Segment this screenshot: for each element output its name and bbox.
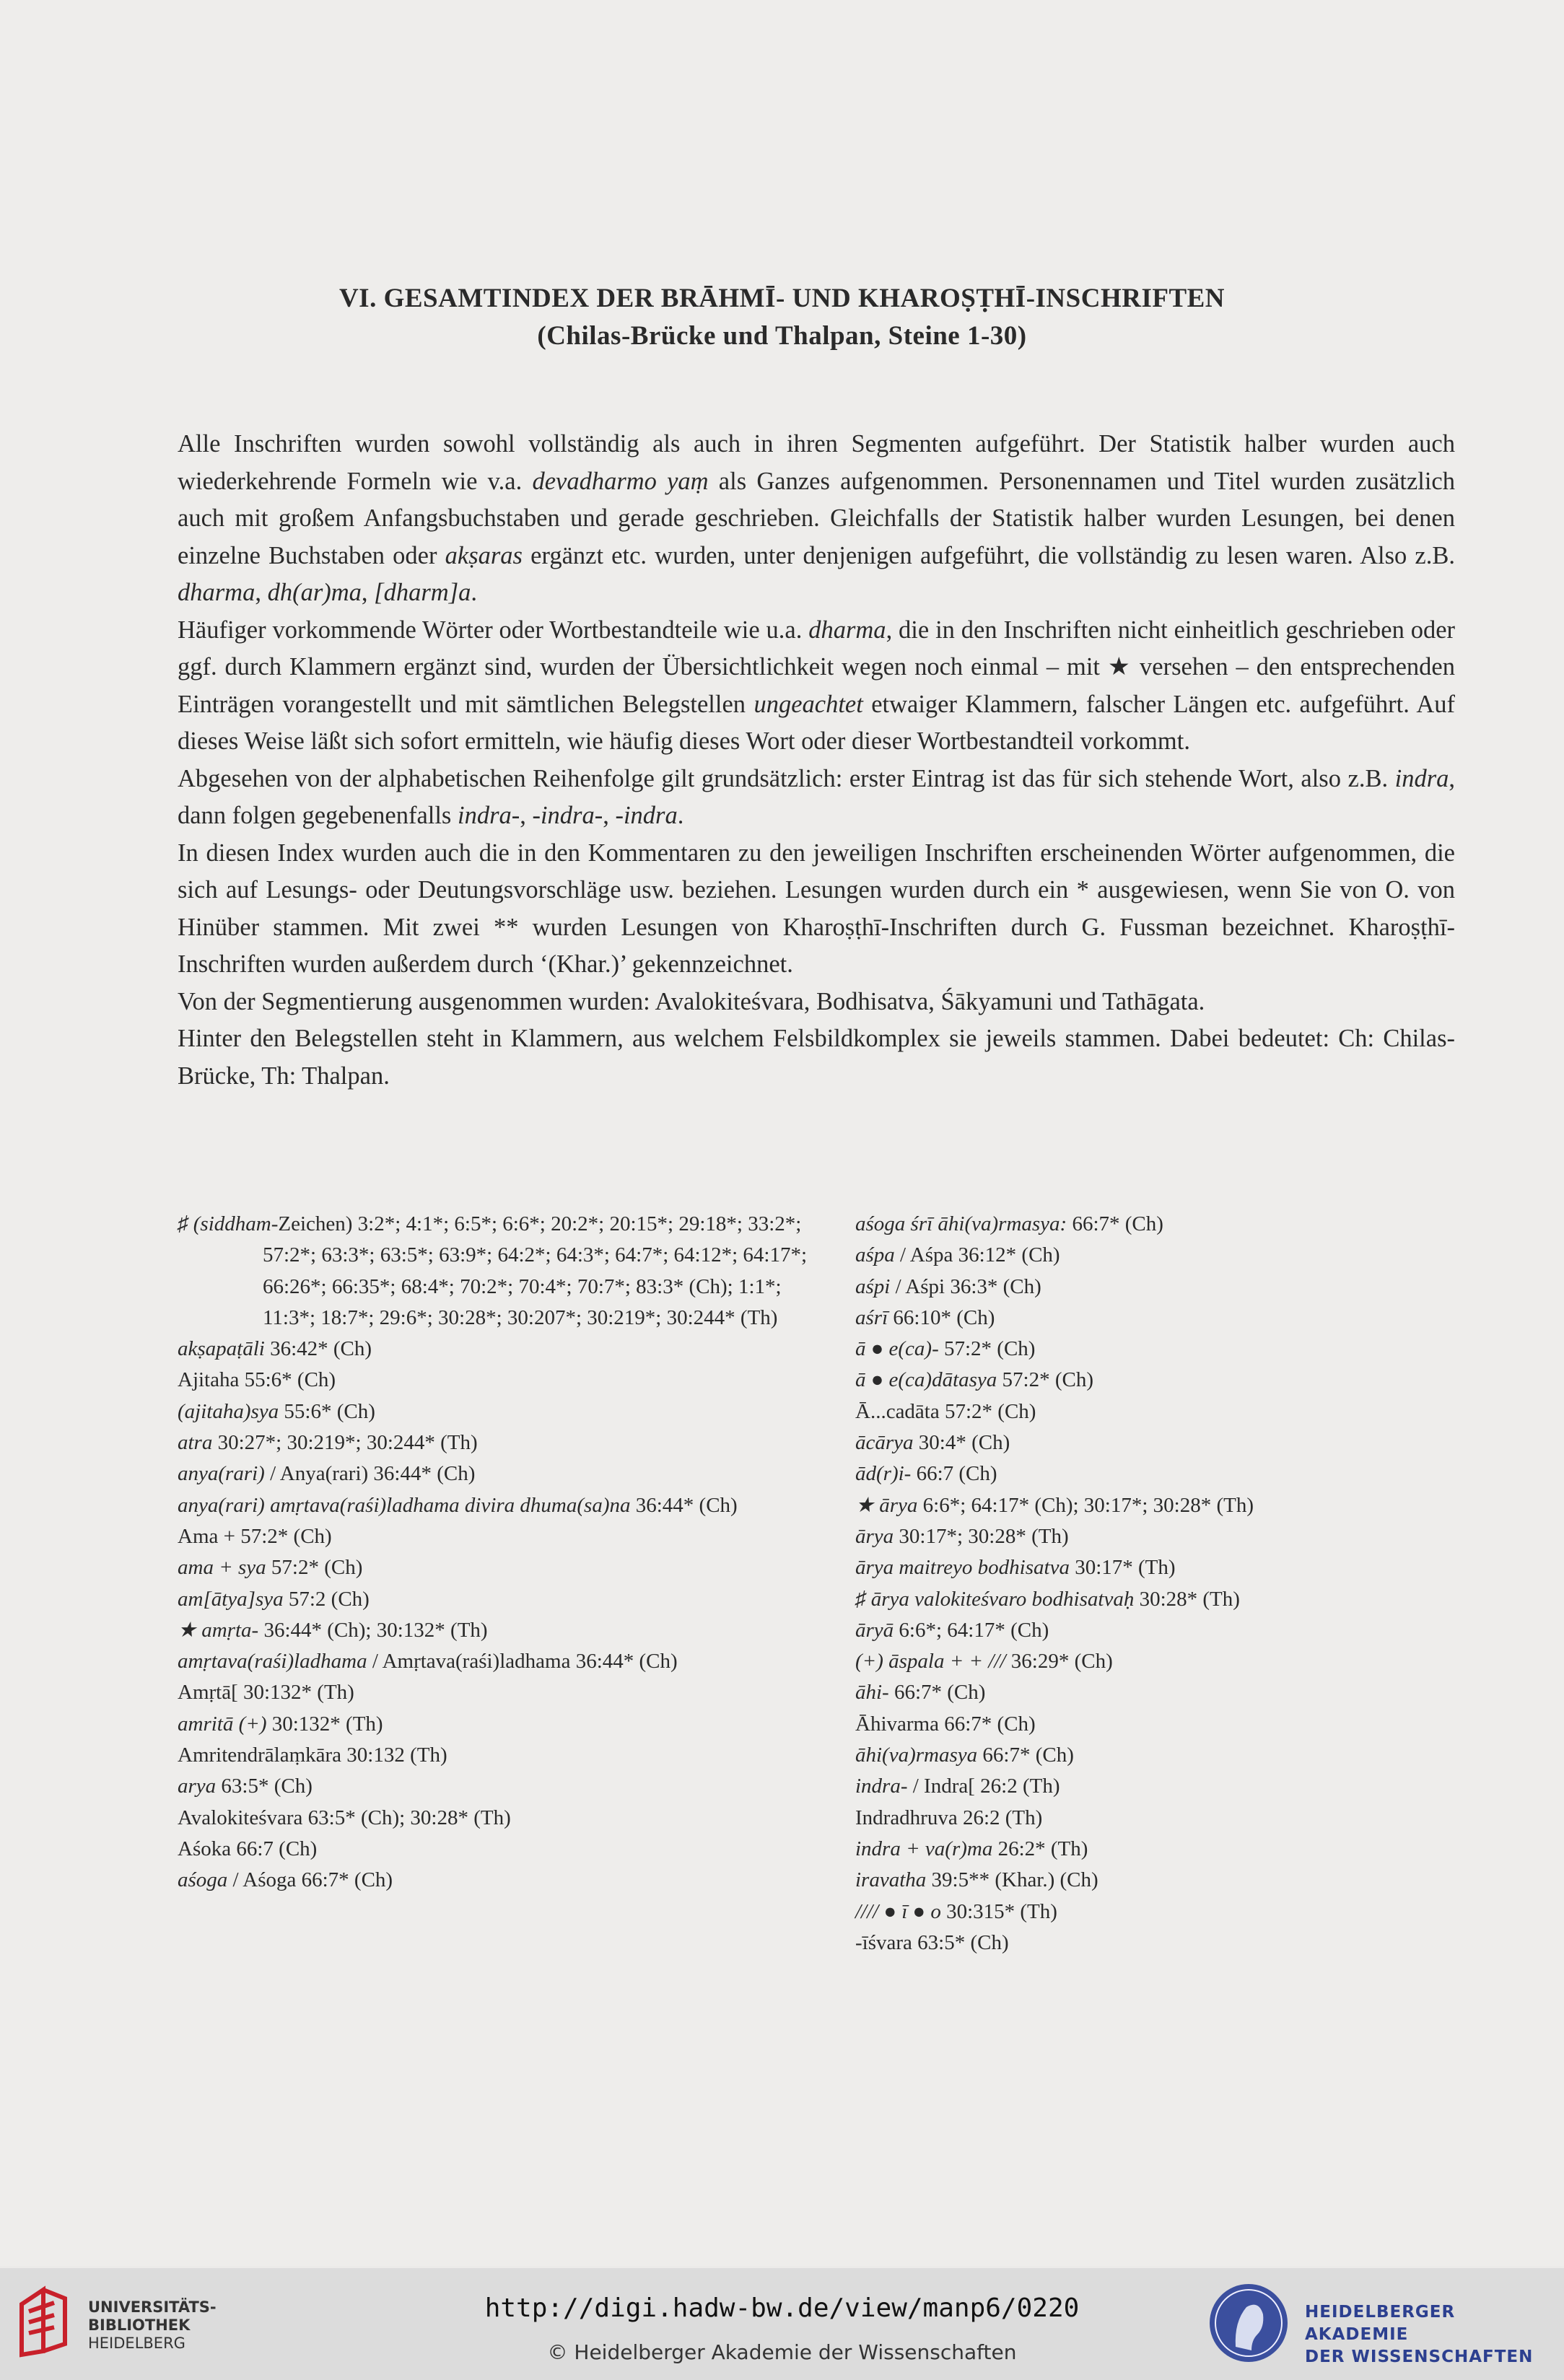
index-entry <box>178 1396 813 1427</box>
index-headword: anya(rari) amṛtava(raśi)ladhama divira dhuma(sa)na <box>178 1493 631 1517</box>
index-entry <box>855 1396 1476 1427</box>
index-entry <box>855 1771 1476 1802</box>
index-references: 30:28* (Th) <box>1134 1587 1240 1611</box>
index-references: Indradhruva 26:2 (Th) <box>855 1806 1043 1829</box>
index-headword: ★ ārya <box>855 1493 918 1517</box>
index-headword: āryā <box>855 1618 894 1642</box>
index-headword: ama + sya <box>178 1556 266 1580</box>
index-headword: iravatha <box>855 1868 927 1892</box>
index-entry <box>855 1646 1476 1677</box>
index-references: 66:7* (Ch) <box>1067 1212 1163 1235</box>
index-headword: ā ● e(ca)- <box>855 1337 939 1361</box>
index-references: Āhivarma 66:7* (Ch) <box>855 1712 1036 1736</box>
intro-text <box>178 426 1455 1095</box>
index-references: 30:132* (Th) <box>266 1712 383 1736</box>
index-headword: aśpi <box>855 1274 891 1298</box>
index-references: / Aśpi 36:3* (Ch) <box>890 1274 1041 1298</box>
index-headword: ārya <box>855 1524 894 1548</box>
index-references: 63:5* (Ch) <box>216 1775 313 1798</box>
index-headword: āhi- <box>855 1681 889 1705</box>
index-references: / Amṛtava(raśi)ladhama 36:44* (Ch) <box>367 1650 678 1674</box>
index-headword: ♯ (siddham- <box>178 1212 279 1235</box>
intro-paragraph: Hinter den Belegstellen steht in Klammern, aus welchem Felsbildkomplex sie jeweils stammen. Dabei bedeutet: Ch: Chilas-Brücke, Th: Thalpan. <box>178 1025 1455 1090</box>
index-references: Ajitaha 55:6* (Ch) <box>178 1368 336 1392</box>
index-column-left <box>178 1209 813 1896</box>
index-headword: atra <box>178 1431 213 1455</box>
index-headword: am[ātya]sya <box>178 1587 284 1611</box>
index-references: 30:27*; 30:219*; 30:244* (Th) <box>212 1431 478 1455</box>
copyright-notice: © Heidelberger Akademie der Wissenschaften <box>547 2340 1017 2364</box>
academy-seal-icon <box>1207 2278 1290 2368</box>
intro-paragraph: Von der Segmentierung ausgenommen wurden: Avalokiteśvara, Bodhisatva, Śākyamuni und Tathāgata. <box>178 987 1205 1015</box>
index-headword: aśrī <box>855 1305 888 1329</box>
index-entry <box>855 1928 1476 1959</box>
index-headword: anya(rari) <box>178 1462 265 1486</box>
index-references: Aśoka 66:7 (Ch) <box>178 1837 318 1860</box>
index-headword: aśoga śrī āhi(va)rmasya: <box>855 1212 1067 1235</box>
index-references: Zeichen) 3:2*; 4:1*; 6:5*; 6:6*; 20:2*; 20:15*; 29:18*; 33:2*; 57:2*; 63:3*; 63:5*; 63:9*; 64:2*; 64:3*; 64:7*; 64:12*; 64:17*; 66:26*; 66:35*; 68:4*; 70:2*; 70:4*; 70:7*; 83:3* (Ch); 1:1*; 11:3*; 18:7*; 29:6*; 30:28*; 30:207*; 30:219*; 30:244* (Th) <box>263 1212 808 1329</box>
title-line-1: VI. GESAMTINDEX DER BRĀHMĪ- UND KHAROṢṬHĪ-INSCHRIFTEN <box>338 284 1226 313</box>
index-headword: āhi(va)rmasya <box>855 1744 978 1767</box>
index-references: 30:17* (Th) <box>1069 1556 1176 1580</box>
index-references: 57:2 (Ch) <box>283 1587 370 1611</box>
index-references: 30:315* (Th) <box>940 1899 1057 1923</box>
index-entry <box>855 1334 1476 1365</box>
index-references: 36:29* (Ch) <box>1005 1650 1113 1674</box>
index-references: 26:2* (Th) <box>992 1837 1088 1860</box>
index-headword: amritā (+) <box>178 1712 267 1736</box>
index-references: 57:2* (Ch) <box>997 1368 1094 1392</box>
index-references: 66:7* (Ch) <box>888 1681 986 1705</box>
index-entry <box>178 1490 813 1521</box>
index-entry <box>855 1740 1476 1771</box>
index-entry <box>178 1427 813 1458</box>
index-entry <box>178 1740 813 1771</box>
index-headword: aśpa <box>855 1243 895 1267</box>
index-entry <box>178 1803 813 1834</box>
index-entry <box>855 1803 1476 1834</box>
index-headword: ācārya <box>855 1431 914 1455</box>
index-references: 36:44* (Ch); 30:132* (Th) <box>258 1618 488 1642</box>
intro-paragraph: Alle Inschriften wurden sowohl vollständig als auch in ihren Segmenten aufgeführt. Der Statistik halber wurden auch wiederkehrende Formeln wie v.a. devadharmo yaṃ als Ganzes aufgenommen. Personennamen und Titel wurden zusätzlich auch mit großem Anfangsbuchstaben und gerade geschrieben. Gleichfalls der Statistik halber wurden Lesungen, bei denen einzelne Buchstaben oder akṣaras ergänzt etc. wurden, unter denjenigen aufgeführt, die vollständig zu lesen waren. Also z.B. dharma, dh(ar)ma, [dharm]a. <box>178 430 1455 606</box>
index-entry <box>178 1834 813 1865</box>
index-references: 39:5** (Khar.) (Ch) <box>926 1868 1098 1892</box>
index-entry <box>855 1365 1476 1396</box>
index-headword: indra- <box>855 1775 908 1798</box>
index-headword: ād(r)i- <box>855 1462 912 1486</box>
index-entry <box>855 1458 1476 1489</box>
index-references: 66:7 (Ch) <box>911 1462 997 1486</box>
index-references: 36:44* (Ch) <box>630 1493 738 1517</box>
title-line-2: (Chilas-Brücke und Thalpan, Steine 1-30) <box>537 321 1027 351</box>
index-references: -īśvara 63:5* (Ch) <box>855 1930 1009 1954</box>
index-entry <box>855 1209 1476 1240</box>
intro-paragraph: Abgesehen von der alphabetischen Reihenfolge gilt grundsätzlich: erster Eintrag ist das für sich stehende Wort, also z.B. indra, dann folgen gegebenenfalls indra-, -indra-, -indra. <box>178 764 1455 829</box>
index-references: Ama + 57:2* (Ch) <box>178 1524 332 1548</box>
index-headword: ★ amṛta- <box>178 1618 259 1642</box>
index-references: Avalokiteśvara 63:5* (Ch); 30:28* (Th) <box>178 1806 511 1829</box>
index-references: 55:6* (Ch) <box>279 1399 375 1423</box>
index-entry <box>178 1865 813 1896</box>
index-headword: ā ● e(ca)dātasya <box>855 1368 997 1392</box>
index-headword: indra + va(r)ma <box>855 1837 993 1860</box>
index-entry <box>178 1458 813 1489</box>
index-references: 6:6*; 64:17* (Ch) <box>894 1618 1049 1642</box>
index-entry <box>178 1334 813 1365</box>
index-entry <box>855 1240 1476 1271</box>
index-entry <box>855 1834 1476 1865</box>
index-references: 6:6*; 64:17* (Ch); 30:17*; 30:28* (Th) <box>917 1493 1254 1517</box>
permalink-url[interactable]: http://digi.hadw-bw.de/view/manp6/0220 <box>484 2293 1080 2323</box>
index-entry <box>178 1771 813 1802</box>
index-entry <box>178 1709 813 1740</box>
index-references: 57:2* (Ch) <box>938 1337 1036 1361</box>
index-entry <box>178 1365 813 1396</box>
index-entry <box>178 1615 813 1646</box>
index-entry <box>178 1552 813 1583</box>
index-entry <box>178 1209 813 1334</box>
index-headword: ārya maitreyo bodhisatva <box>855 1556 1070 1580</box>
index-entry <box>178 1521 813 1552</box>
index-headword: (ajitaha)sya <box>178 1399 279 1423</box>
index-entry <box>855 1896 1476 1928</box>
index-references: / Anya(rari) 36:44* (Ch) <box>264 1462 476 1486</box>
index-entry <box>855 1615 1476 1646</box>
index-references: Ā...cadāta 57:2* (Ch) <box>855 1399 1036 1423</box>
index-headword: //// ● ī ● o <box>855 1899 941 1923</box>
index-references: 36:42* (Ch) <box>264 1337 372 1361</box>
index-entry <box>855 1303 1476 1334</box>
index-entry <box>855 1865 1476 1896</box>
index-references: Amṛtā[ 30:132* (Th) <box>178 1681 354 1705</box>
intro-paragraph: Häufiger vorkommende Wörter oder Wortbestandteile wie u.a. dharma, die in den Inschriften nicht einheitlich geschrieben oder ggf. durch Klammern ergänzt sind, wurden der Übersichtlichkeit wegen noch einmal – mit ★ versehen – den entsprechenden Einträgen vorangestellt und mit sämtlichen Belegstellen ungeachtet etwaiger Klammern, falscher Längen etc. aufgeführt. Auf dieses Weise läßt sich sofort ermitteln, wie häufig dieses Wort oder dieser Wortbestandteil vorkommt. <box>178 616 1456 755</box>
index-headword: arya <box>178 1775 217 1798</box>
index-references: 57:2* (Ch) <box>266 1556 363 1580</box>
index-references: 66:10* (Ch) <box>888 1305 995 1329</box>
academy-name: HEIDELBERGER AKADEMIE DER WISSENSCHAFTEN <box>1305 2303 1534 2366</box>
index-references: Amritendrālaṃkāra 30:132 (Th) <box>178 1744 447 1767</box>
index-entry <box>855 1552 1476 1583</box>
index-references: / Aśoga 66:7* (Ch) <box>227 1868 393 1892</box>
index-entry <box>855 1677 1476 1708</box>
index-entry <box>855 1709 1476 1740</box>
index-entry <box>178 1584 813 1615</box>
index-entry <box>855 1272 1476 1303</box>
index-entry <box>178 1646 813 1677</box>
index-entry <box>855 1521 1476 1552</box>
university-library-name: UNIVERSITÄTS- BIBLIOTHEK HEIDELBERG <box>88 2298 217 2352</box>
index-headword: ♯ ārya valokiteśvaro bodhisatvaḥ <box>855 1587 1135 1611</box>
index-references: 30:17*; 30:28* (Th) <box>894 1524 1069 1548</box>
index-references: 30:4* (Ch) <box>913 1431 1010 1455</box>
index-headword: akṣapaṭāli <box>178 1337 265 1361</box>
intro-paragraph: In diesen Index wurden auch die in den Kommentaren zu den jeweiligen Inschriften erscheinenden Wörter aufgenommen, die sich auf Lesungs- oder Deutungsvorschläge usw. beziehen. Lesungen wurden durch ein * ausgewiesen, wenn Sie von O. von Hinüber stammen. Mit zwei ** wurden Lesungen von Kharoṣṭhī-Inschriften durch G. Fussman bezeichnet. Kharoṣṭhī-Inschriften wurden außerdem durch ‘(Khar.)’ gekennzeichnet. <box>178 839 1455 978</box>
index-column-right <box>855 1209 1476 1959</box>
index-headword: amṛtava(raśi)ladhama <box>178 1650 367 1674</box>
page-title <box>0 280 1564 355</box>
index-entry <box>855 1490 1476 1521</box>
index-headword: (+) āspala + + /// <box>855 1650 1006 1674</box>
index-references: 66:7* (Ch) <box>977 1744 1074 1767</box>
footer-bar <box>0 2268 1564 2380</box>
index-entry <box>178 1677 813 1708</box>
index-headword: aśoga <box>178 1868 228 1892</box>
index-references: / Indra[ 26:2 (Th) <box>907 1775 1060 1798</box>
index-entry <box>855 1584 1476 1615</box>
index-references: / Aśpa 36:12* (Ch) <box>894 1243 1060 1267</box>
index-entry <box>855 1427 1476 1458</box>
